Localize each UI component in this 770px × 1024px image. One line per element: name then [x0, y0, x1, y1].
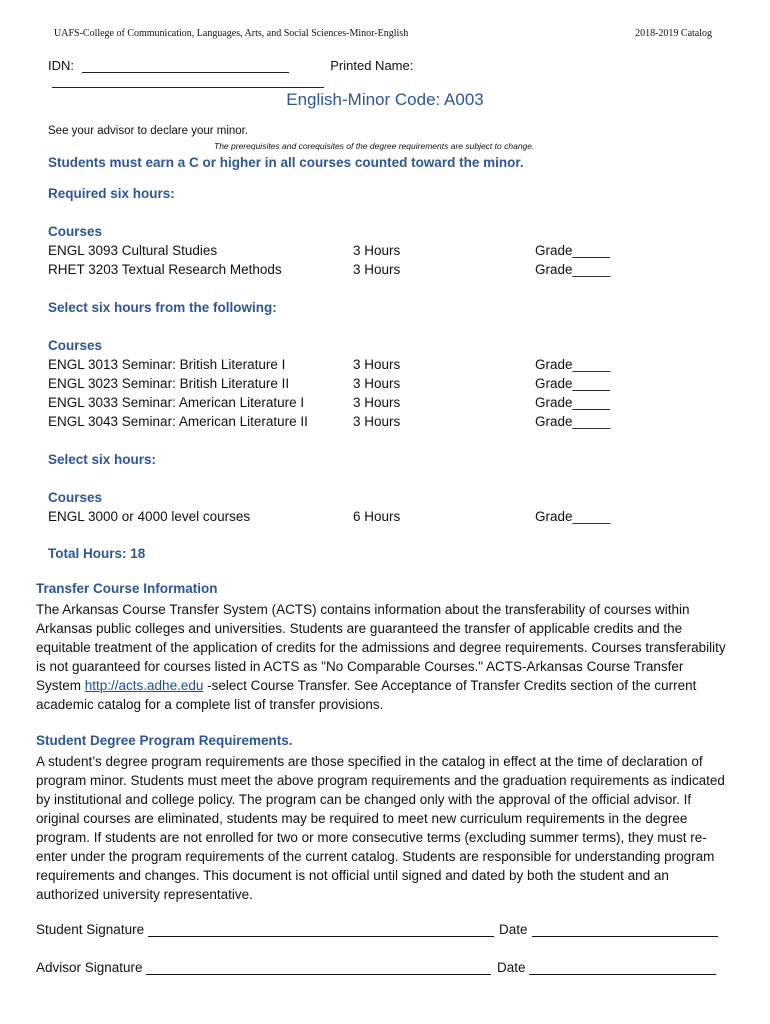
prerequisite-note: The prerequisites and corequisites of the degree requirements are subject to change. [214, 141, 535, 151]
header-college-text: UAFS-College of Communication, Languages, Arts, and Social Sciences-Minor-English [54, 28, 409, 39]
course-grade-field[interactable]: Grade_____ [535, 414, 611, 429]
idn-label: IDN: [48, 58, 74, 73]
course-name: ENGL 3043 Seminar: American Literature II [48, 414, 308, 429]
course-hours: 3 Hours [353, 243, 401, 258]
course-row [48, 395, 648, 414]
course-row [48, 414, 648, 433]
section-heading: Required six hours: [48, 186, 175, 201]
transfer-paragraph [36, 600, 726, 714]
course-name: ENGL 3033 Seminar: American Literature I [48, 395, 305, 410]
advisor-signature-label: Advisor Signature [36, 960, 143, 975]
course-name: ENGL 3093 Cultural Studies [48, 243, 218, 258]
student-signature-row [36, 922, 726, 942]
course-row [48, 509, 648, 528]
student-signature-field[interactable] [148, 922, 494, 937]
advisor-signature-field[interactable] [146, 960, 491, 975]
course-hours: 3 Hours [353, 357, 401, 372]
advisor-text: See your advisor to declare your minor. [48, 125, 249, 137]
page-title: English-Minor Code: A003 [286, 90, 484, 109]
requirements-paragraph: A student’s degree program requirements are those specified in the catalog in effect at the time of declaration of program minor. Students must meet the above program requirements and the graduation requirements as indicated by institutional and college policy. The program can be changed only with the approval of the official advisor. If original courses are eliminated, students may be required to meet new curriculum requirements in the degree program. If students are not enrolled for two or more consecutive terms (excluding summer terms), they must re-enter under the program requirements of the current catalog. Students are responsible for understanding program requirements and changes. This document is not official until signed and dated by both the student and an authorized university representative. [36, 754, 725, 902]
course-hours: 3 Hours [353, 395, 401, 410]
transfer-text-after: -select Course Transfer. See Acceptance of Transfer Credits section of the current academic catalog for a complete list of transfer provisions. [36, 678, 697, 712]
course-grade-field[interactable]: Grade_____ [535, 376, 611, 391]
student-signature-label: Student Signature [36, 922, 145, 937]
course-name: RHET 3203 Textual Research Methods [48, 262, 282, 277]
total-hours: Total Hours: 18 [48, 546, 146, 561]
course-hours: 3 Hours [353, 376, 401, 391]
course-row [48, 357, 648, 376]
course-row [48, 262, 648, 281]
course-grade-field[interactable]: Grade_____ [535, 262, 611, 277]
requirements-heading: Student Degree Program Requirements. [36, 733, 293, 748]
courses-label: Courses [48, 224, 103, 239]
course-row [48, 243, 648, 262]
header-catalog-year: 2018-2019 Catalog [635, 28, 712, 39]
course-grade-field[interactable]: Grade_____ [535, 357, 611, 372]
acts-link[interactable]: http://acts.adhe.edu [84, 678, 204, 693]
course-hours: 3 Hours [353, 262, 401, 277]
courses-label: Courses [48, 338, 103, 353]
transfer-heading: Transfer Course Information [36, 581, 218, 596]
advisor-signature-row [36, 960, 726, 980]
section-heading: Select six hours from the following: [48, 300, 277, 315]
course-hours: 3 Hours [353, 414, 401, 429]
course-row [48, 376, 648, 395]
transfer-text-before: The Arkansas Course Transfer System (ACTS) contains information about the transferability of courses within Arkansas public colleges and universities. Students are guaranteed the transfer of applicable credits and the equitable treatment of the application of credits for the admissions and degree requirements. Courses transferability is not guaranteed for courses listed in ACTS as "No Comparable Courses." ACTS-Arkansas Course Transfer System [36, 602, 726, 693]
id-row [48, 58, 688, 88]
idn-field[interactable] [82, 58, 289, 73]
courses-label: Courses [48, 490, 103, 505]
date-label: Date [497, 960, 526, 975]
course-grade-field[interactable]: Grade_____ [535, 509, 611, 524]
date-label: Date [499, 922, 528, 937]
section-heading: Select six hours: [48, 452, 157, 467]
course-name: ENGL 3013 Seminar: British Literature I [48, 357, 286, 372]
course-grade-field[interactable]: Grade_____ [535, 395, 611, 410]
course-grade-field[interactable]: Grade_____ [535, 243, 611, 258]
grade-requirement-text: Students must earn a C or higher in all courses counted toward the minor. [48, 155, 524, 170]
printed-name-field[interactable] [52, 73, 324, 88]
student-date-field[interactable] [532, 922, 718, 937]
course-name: ENGL 3023 Seminar: British Literature II [48, 376, 290, 391]
printed-name-label: Printed Name: [330, 58, 414, 73]
course-hours: 6 Hours [353, 509, 401, 524]
advisor-date-field[interactable] [529, 960, 716, 975]
course-name: ENGL 3000 or 4000 level courses [48, 509, 251, 524]
